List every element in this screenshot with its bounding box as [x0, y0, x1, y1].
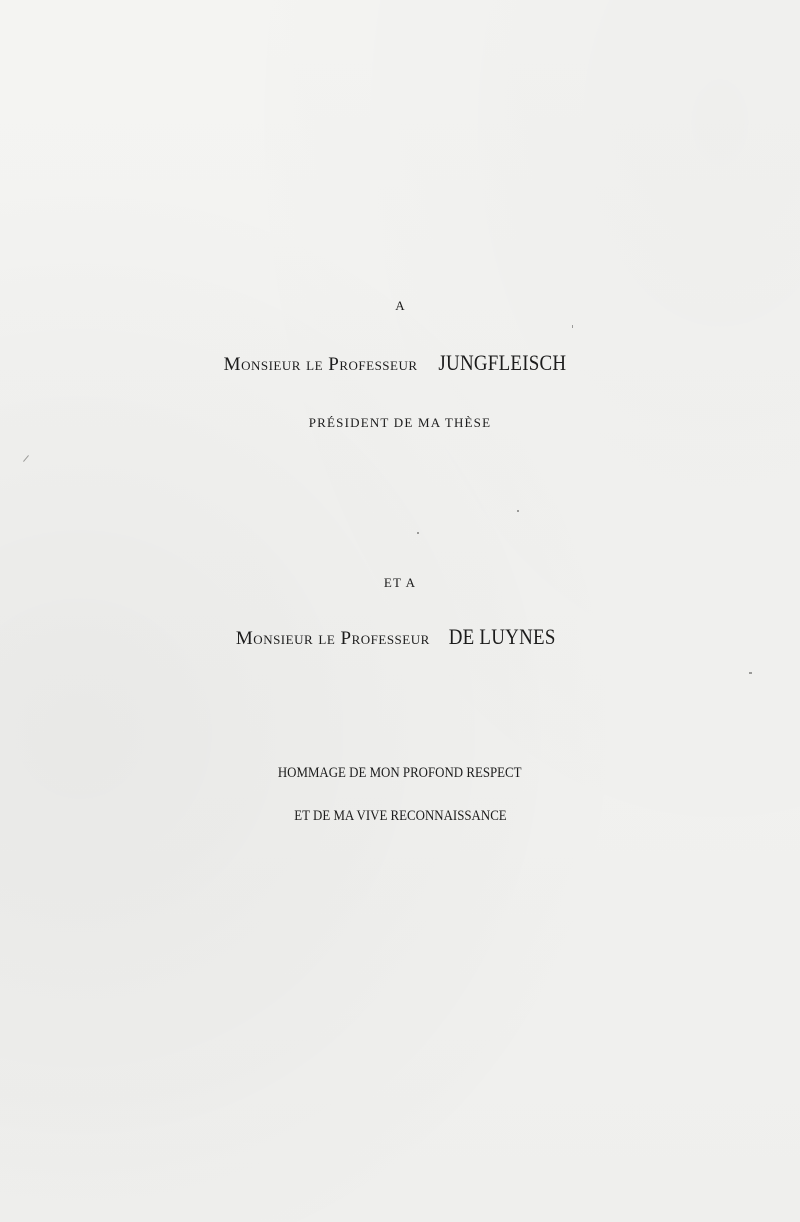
dedication-to: [0, 298, 800, 314]
conjunction: [0, 575, 800, 591]
homage-line-1: [0, 765, 800, 782]
first-recipient-line: [0, 350, 800, 376]
second-recipient-line: [0, 624, 800, 650]
dedication-to-text: A: [395, 298, 405, 313]
first-recipient-role-text: PRÉSIDENT DE MA THÈSE: [308, 415, 492, 430]
paper-speck: [23, 455, 29, 462]
paper-speck: [749, 672, 752, 674]
paper-speck: [517, 510, 519, 512]
first-recipient-name: JUNGFLEISCH: [437, 350, 566, 375]
paper-speck: [417, 532, 419, 534]
homage-line-1-text: HOMMAGE DE MON PROFOND RESPECT: [278, 765, 522, 781]
homage-line-2: [0, 808, 800, 825]
first-recipient-role: [0, 415, 800, 431]
second-recipient-name: DE LUYNES: [448, 624, 556, 649]
first-recipient-title: Monsieur le Professeur: [223, 354, 418, 375]
conjunction-text: ET A: [383, 575, 417, 590]
homage-line-2-text: ET DE MA VIVE RECONNAISSANCE: [293, 808, 507, 824]
paper-speck: [572, 325, 573, 328]
second-recipient-title: Monsieur le Professeur: [235, 628, 430, 649]
